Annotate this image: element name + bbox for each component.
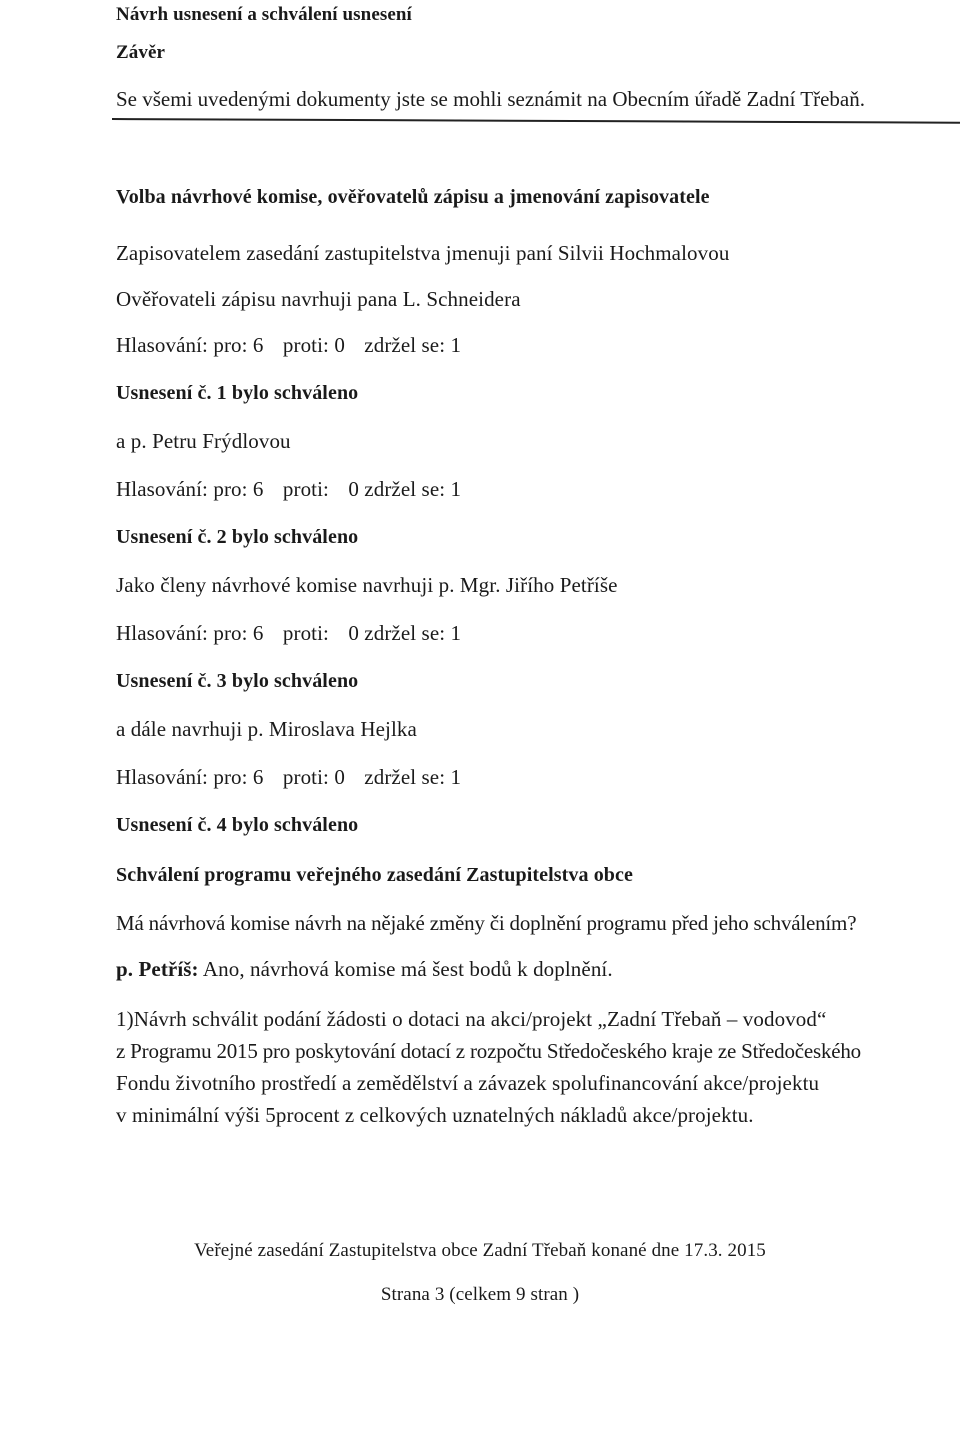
vote-label: Hlasování: [116, 333, 208, 357]
resolution-4: Usnesení č. 4 bylo schváleno [116, 814, 359, 836]
vote-pro: pro: 6 [213, 333, 264, 357]
verifier-line: Ověřovateli zápisu navrhuji pana L. Schneidera [116, 287, 521, 311]
divider-line [112, 118, 960, 124]
members-line-1: Jako členy návrhové komise navrhuji p. Mgr. Jiřího Petříše [116, 573, 618, 597]
answer-text: Ano, návrhová komise má šest bodů k doplnění. [202, 957, 613, 981]
document-title: Návrh usnesení a schválení usnesení [116, 4, 412, 25]
footer-meeting: Veřejné zasedání Zastupitelstva obce Zadní Třebaň konané dne 17.3. 2015 [194, 1240, 766, 1261]
item1-line-4: v minimální výši 5procent z celkových uznatelných nákladů akce/projektu. [116, 1103, 754, 1127]
vote-proti: proti: [282, 621, 329, 645]
vote-row-2 [116, 476, 461, 502]
program-question: Má návrhová komise návrh na nějaké změny či doplnění programu před jeho schválením? [116, 911, 857, 935]
vote-proti: proti: 0 [282, 765, 345, 789]
commission-heading: Volba návrhové komise, ověřovatelů zápisu a jmenování zapisovatele [116, 186, 710, 208]
vote-zdrzel: zdržel se: 1 [364, 333, 462, 357]
vote-label: Hlasování: [116, 621, 208, 645]
answer-speaker: p. Petříš: [116, 957, 199, 981]
conclusion-heading: Závěr [116, 42, 166, 63]
vote-proti: proti: 0 [282, 333, 345, 357]
members-line-2: a dále navrhuji p. Miroslava Hejlka [116, 717, 417, 741]
vote-label: Hlasování: [116, 765, 208, 789]
conclusion-text: Se všemi uvedenými dokumenty jste se mohli seznámit na Obecním úřadě Zadní Třebaň. [116, 87, 866, 111]
footer-page: Strana 3 (celkem 9 stran ) [380, 1284, 580, 1305]
vote-pro: pro: 6 [213, 477, 264, 501]
item1-line-1: 1)Návrh schválit podání žádosti o dotaci na akci/projekt „Zadní Třebaň – vodovod“ [116, 1007, 827, 1031]
item1-line-2: z Programu 2015 pro poskytování dotací z rozpočtu Středočeského kraje ze Středočeského [116, 1039, 861, 1063]
vote-zdrzel: 0 zdržel se: 1 [348, 477, 462, 501]
program-heading: Schválení programu veřejného zasedání Zastupitelstva obce [116, 864, 633, 886]
vote-row-3 [116, 620, 461, 646]
vote-pro: pro: 6 [213, 621, 264, 645]
resolution-1: Usnesení č. 1 bylo schváleno [116, 382, 359, 404]
vote-zdrzel: 0 zdržel se: 1 [348, 621, 462, 645]
program-answer [116, 956, 613, 982]
vote-pro: pro: 6 [213, 765, 264, 789]
vote-zdrzel: zdržel se: 1 [364, 765, 462, 789]
clerk-line: Zapisovatelem zasedání zastupitelstva jmenuji paní Silvii Hochmalovou [116, 241, 730, 265]
vote-row-4 [116, 764, 461, 790]
vote-label: Hlasování: [116, 477, 208, 501]
item1-line-3: Fondu životního prostředí a zemědělství a závazek spolufinancování akce/projektu [116, 1071, 820, 1095]
vote-proti: proti: [282, 477, 329, 501]
verifier-2-line: a p. Petru Frýdlovou [116, 429, 291, 453]
resolution-3: Usnesení č. 3 bylo schváleno [116, 670, 359, 692]
resolution-2: Usnesení č. 2 bylo schváleno [116, 526, 359, 548]
vote-row-1 [116, 332, 461, 358]
